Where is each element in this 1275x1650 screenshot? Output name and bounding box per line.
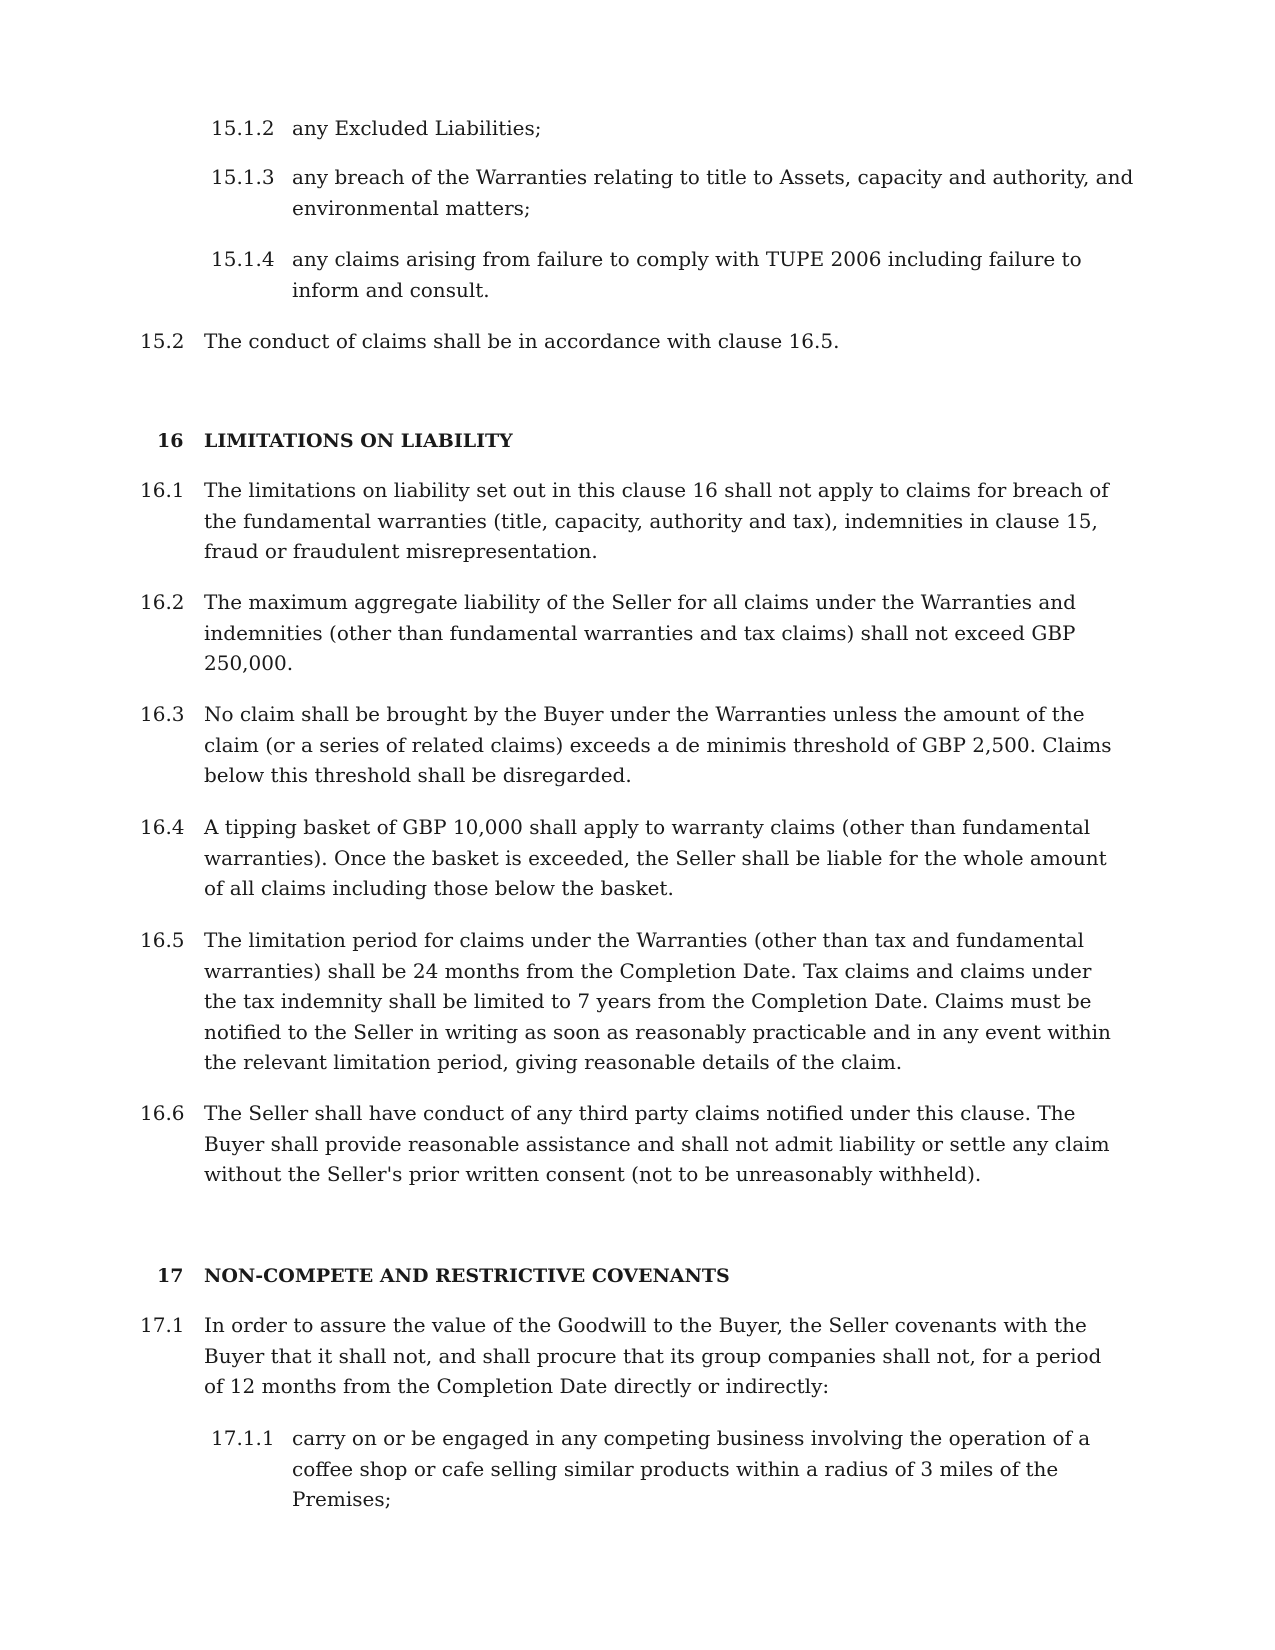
clause-text: any Excluded Liabilities; bbox=[292, 116, 542, 140]
clause-number: 15.1.4 bbox=[211, 247, 275, 271]
clause-number: 17.1 bbox=[140, 1313, 185, 1337]
clause-text: any breach of the Warranties relating to title to Assets, capacity and authority, and environmental matters; bbox=[292, 165, 1134, 220]
section-title: LIMITATIONS ON LIABILITY bbox=[204, 430, 513, 452]
clause-text: The limitation period for claims under the Warranties (other than tax and fundamental warranties) shall be 24 months from the Completion Date. Tax claims and claims under the tax indemnity shall be limited to 7 years from the Completion Date. Claims must be notified to the Seller in writing as soon as reasonably practicable and in any event within the relevant limitation period, giving reasonable details of the claim. bbox=[204, 928, 1111, 1074]
clause-number: 15.1.3 bbox=[211, 165, 275, 189]
clause-text: The conduct of claims shall be in accordance with clause 16.5. bbox=[204, 329, 840, 353]
clause-number: 16.5 bbox=[140, 928, 185, 952]
clause-number: 16.1 bbox=[140, 478, 185, 502]
clause-text: The Seller shall have conduct of any third party claims notified under this clause. The Buyer shall provide reasonable assistance and shall not admit liability or settle any claim without the Seller's prior written consent (not to be unreasonably withheld). bbox=[204, 1101, 1110, 1186]
clause-text: The limitations on liability set out in this clause 16 shall not apply to claims for breach of the fundamental warranties (title, capacity, authority and tax), indemnities in clause 15, fraud or fraudulent misrepresentation. bbox=[204, 478, 1109, 563]
clause-text: The maximum aggregate liability of the Seller for all claims under the Warranties and indemnities (other than fundamental warranties and tax claims) shall not exceed GBP 250,000. bbox=[204, 590, 1076, 675]
clause-number: 15.1.2 bbox=[211, 116, 275, 140]
section-number: 16 bbox=[157, 430, 184, 452]
clause-text: A tipping basket of GBP 10,000 shall apply to warranty claims (other than fundamental warranties). Once the basket is exceeded, the Seller shall be liable for the whole amount of all claims including those below the basket. bbox=[204, 815, 1107, 900]
clause-number: 16.6 bbox=[140, 1101, 185, 1125]
clause-number: 15.2 bbox=[140, 329, 185, 353]
section-title: NON-COMPETE AND RESTRICTIVE COVENANTS bbox=[204, 1265, 730, 1287]
clause-number: 16.2 bbox=[140, 590, 185, 614]
clause-number: 17.1.1 bbox=[211, 1426, 275, 1450]
clause-text: In order to assure the value of the Goodwill to the Buyer, the Seller covenants with the Buyer that it shall not, and shall procure that its group companies shall not, for a period of 12 months from the Completion Date directly or indirectly: bbox=[204, 1313, 1102, 1398]
section-number: 17 bbox=[157, 1265, 184, 1287]
clause-number: 16.3 bbox=[140, 702, 185, 726]
clause-text: No claim shall be brought by the Buyer under the Warranties unless the amount of the claim (or a series of related claims) exceeds a de minimis threshold of GBP 2,500. Claims below this threshold shall be disregarded. bbox=[204, 702, 1112, 787]
clause-number: 16.4 bbox=[140, 815, 185, 839]
clause-text: carry on or be engaged in any competing business involving the operation of a coffee shop or cafe selling similar products within a radius of 3 miles of the Premises; bbox=[292, 1426, 1091, 1511]
clause-text: any claims arising from failure to comply with TUPE 2006 including failure to inform and consult. bbox=[292, 247, 1082, 302]
